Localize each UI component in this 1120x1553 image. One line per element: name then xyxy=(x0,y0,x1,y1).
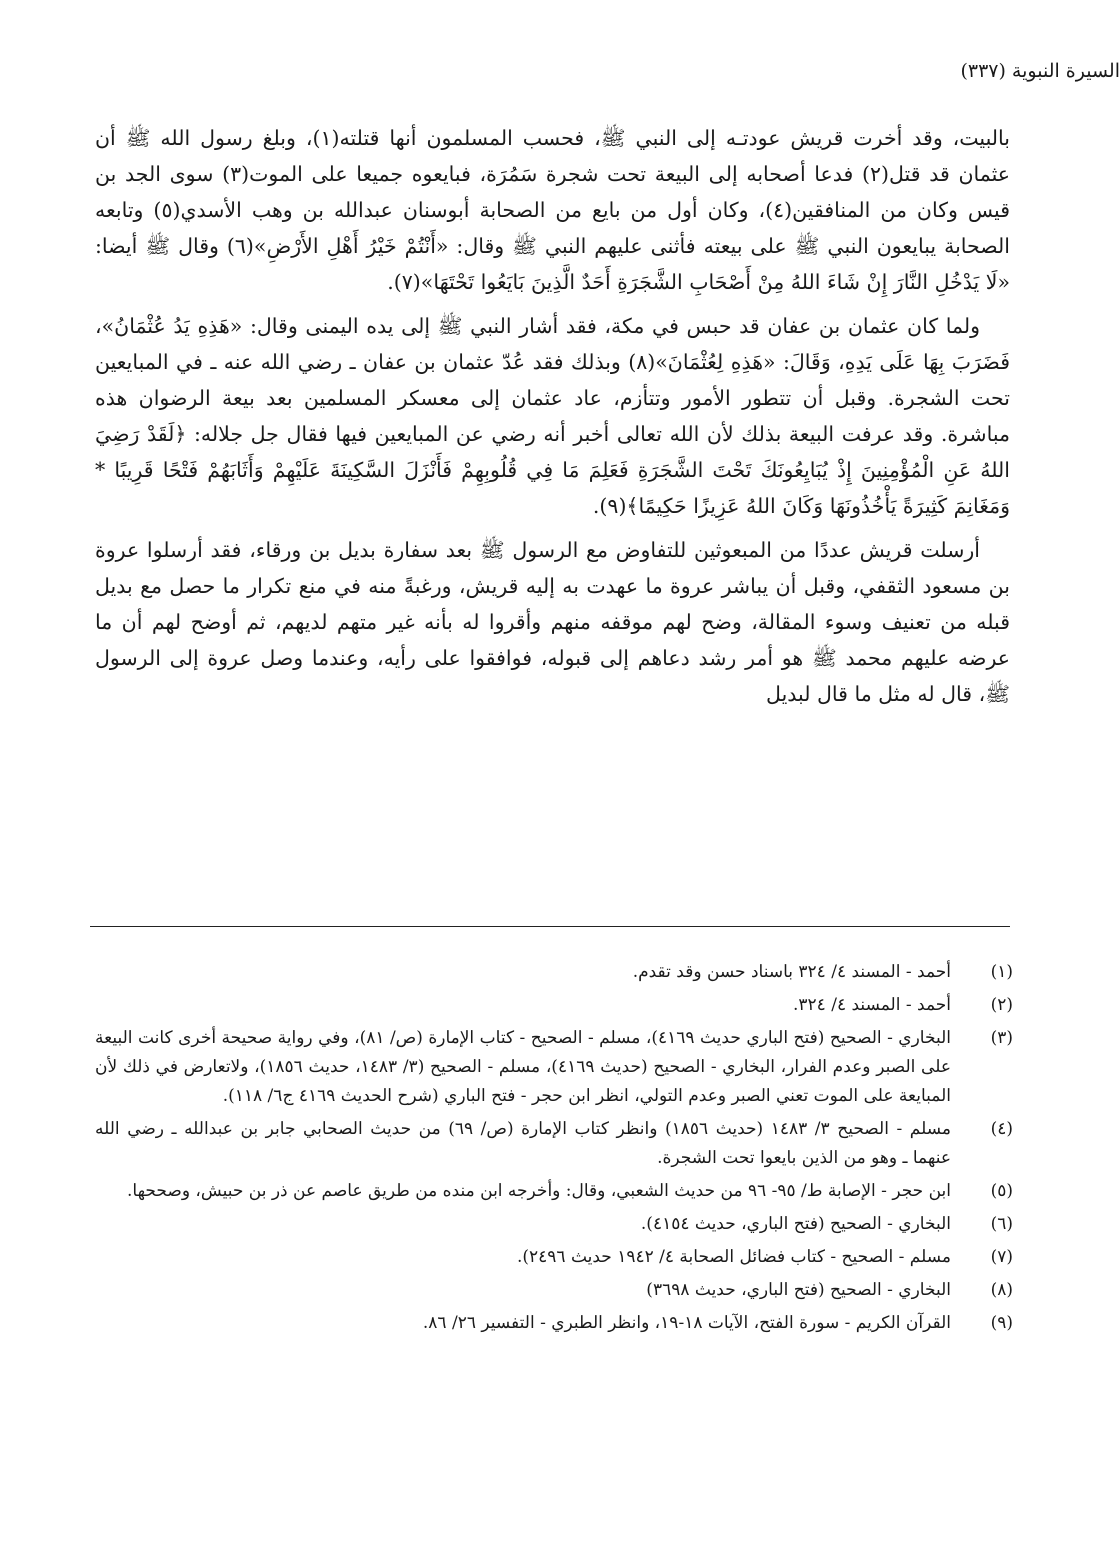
footnote-number: (٧) xyxy=(990,1247,1013,1267)
footnote-text: البخاري - الصحيح (فتح الباري، حديث ٤١٥٤). xyxy=(640,1214,951,1234)
footnote-number: (٨) xyxy=(990,1280,1013,1300)
footnote-text: ابن حجر - الإصابة ط/ ٩٥- ٩٦ من حديث الشعبي، وقال: وأخرجه ابن منده من طريق عاصم عن ذر بن حبيش، وصححها. xyxy=(127,1181,951,1201)
footnote-number: (٦) xyxy=(990,1214,1013,1234)
footnote-number: (١) xyxy=(990,962,1013,982)
footnote-text: مسلم - الصحيح - كتاب فضائل الصحابة ٤/ ١٩٤٢ حديث ٢٤٩٦). xyxy=(516,1247,951,1267)
footnote-number: (٥) xyxy=(990,1181,1013,1201)
main-text xyxy=(95,120,1010,720)
footnote-text: مسلم - الصحيح ٣/ ١٤٨٣ (حديث ١٨٥٦) وانظر كتاب الإمارة (ص/ ٦٩) من حديث الصحابي جابر بن عبدالله ـ رضي الله عنهما ـ وهو من الذين بايعوا تحت الشجرة. xyxy=(95,1119,951,1168)
paragraph: ولما كان عثمان بن عفان قد حبس في مكة، فقد أشار النبي ﷺ إلى يده اليمنى وقال: «هَذِهِ يَدُ عُثْمَانُ»، فَضَرَبَ بِهَا عَلَى يَدِهِ، وَقَالَ: «هَذِهِ لِعُثْمَانَ»(٨) وبذلك فقد عُدّ عثمان بن عفان ـ رضي الله عنه ـ في المبايعين تحت الشجرة. وقبل أن تتطور الأمور وتتأزم، عاد عثمان إلى معسكر المسلمين بعد بيعة الرضوان هذه مباشرة. وقد عرفت البيعة بذلك لأن الله تعالى أخبر أنه رضي عن المبايعين فيها فقال جل جلاله: ﴿لَقَدْ رَضِيَ اللهُ عَنِ الْمُؤْمِنِينَ إِذْ يُبَايِعُونَكَ تَحْتَ الشَّجَرَةِ فَعَلِمَ مَا فِي قُلُوبِهِمْ فَأَنْزَلَ السَّكِينَةَ عَلَيْهِمْ وَأَثَابَهُمْ فَتْحًا قَرِيبًا * وَمَغَانِمَ كَثِيرَةً يَأْخُذُونَهَا وَكَانَ اللهُ عَزِيزًا حَكِيمًا﴾(٩). xyxy=(95,314,1010,518)
footnote xyxy=(95,1243,1013,1272)
footnote-number: (٢) xyxy=(990,995,1013,1015)
footnote-text: البخاري - الصحيح (فتح الباري، حديث ٣٦٩٨) xyxy=(646,1280,951,1300)
paragraph: بالبيت، وقد أخرت قريش عودتـه إلى النبي ﷺ، فحسب المسلمون أنها قتلته(١)، وبلغ رسول الله ﷺ أن عثمان قد قتل(٢) فدعا أصحابه إلى البيعة تحت شجرة سَمُرَة، فبايعوه جميعا على الموت(٣) سوى الجد بن قيس وكان من المنافقين(٤)، وكان أول من بايع من الصحابة أبوسنان عبدالله بن وهب الأسدي(٥) وتابعه الصحابة يبايعون النبي ﷺ على بيعته فأثنى عليهم النبي ﷺ وقال: «أَنْتُمْ خَيْرُ أَهْلِ الأَرْضِ»(٦) وقال ﷺ أيضا: «لَا يَدْخُلِ النَّارَ إِنْ شَاءَ اللهُ مِنْ أَصْحَابِ الشَّجَرَةِ أَحَدٌ الَّذِينَ بَايَعُوا تَحْتَهَا»(٧). xyxy=(95,126,1011,294)
footnote xyxy=(95,1177,1013,1206)
footnote xyxy=(95,1309,1013,1338)
footnote-text: أحمد - المسند ٤/ ٣٢٤ باسناد حسن وقد تقدم. xyxy=(632,962,951,982)
footnote xyxy=(95,1024,1013,1111)
footnote xyxy=(95,1276,1013,1305)
footnote xyxy=(95,958,1013,987)
page-header xyxy=(108,60,1120,82)
footnote xyxy=(95,1115,1013,1173)
footnote-divider xyxy=(90,926,1010,927)
footnote-number: (٤) xyxy=(990,1119,1013,1139)
footnotes xyxy=(95,958,1013,1342)
footnote xyxy=(95,991,1013,1020)
paragraph: أرسلت قريش عددًا من المبعوثين للتفاوض مع الرسول ﷺ بعد سفارة بديل بن ورقاء، فقد أرسلوا عروة بن مسعود الثقفي، وقبل أن يباشر عروة ما عهدت به إليه قريش، ورغبةً منه في منع تكرار ما حصل مع بديل قبله من تعنيف وسوء المقالة، وضح لهم موقفه منهم وأقروا له بأنه غير متهم لديهم، ثم أوضح لهم أن ما عرضه عليهم محمد ﷺ هو أمر رشد دعاهم إلى قبوله، فوافقوا على رأيه، وعندما وصل عروة إلى الرسول ﷺ، قال له مثل ما قال لبديل xyxy=(95,538,1010,706)
footnote xyxy=(95,1210,1013,1239)
running-title: السيرة النبوية (٣٣٧) xyxy=(960,60,1120,82)
footnote-number: (٣) xyxy=(990,1028,1013,1048)
footnote-text: القرآن الكريم - سورة الفتح، الآيات ١٨-١٩، وانظر الطبري - التفسير ٢٦/ ٨٦. xyxy=(422,1313,951,1333)
footnote-text: البخاري - الصحيح (فتح الباري حديث ٤١٦٩)، مسلم - الصحيح - كتاب الإمارة (ص/ ٨١)، وفي رواية صحيحة أخرى كانت البيعة على الصبر وعدم الفرار، البخاري - الصحيح (حديث ٤١٦٩)، مسلم - الصحيح (٣/ ١٤٨٣، حديث ١٨٥٦)، ولاتعارض في ذلك لأن المبايعة على الموت تعني الصبر وعدم التولي، انظر ابن حجر - فتح الباري (شرح الحديث ٤١٦٩ ج٦/ ١١٨). xyxy=(95,1028,951,1106)
footnote-number: (٩) xyxy=(990,1313,1013,1333)
footnote-text: أحمد - المسند ٤/ ٣٢٤. xyxy=(793,995,951,1015)
